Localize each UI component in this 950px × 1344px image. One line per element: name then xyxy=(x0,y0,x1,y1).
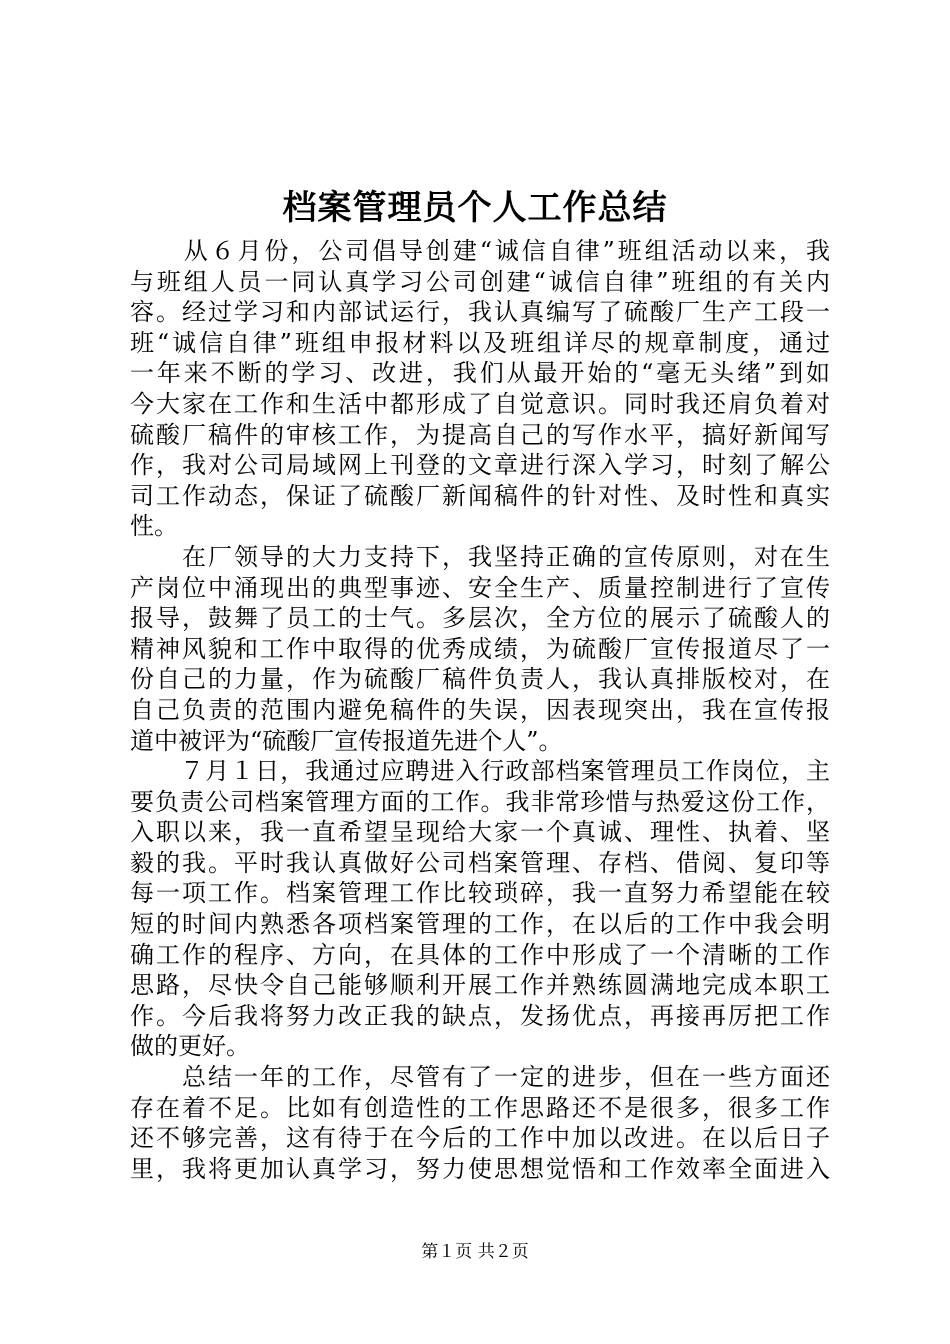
body-text-line: 自己负责的范围内避免稿件的失误，因表现突出，我在宣传报 xyxy=(130,695,830,724)
body-text-line: 存在着不足。比如有创造性的工作思路还不是很多，很多工作 xyxy=(130,1093,830,1122)
body-text-line: 产岗位中涌现出的典型事迹、安全生产、质量控制进行了宣传 xyxy=(130,573,830,602)
body-text-line: 硫酸厂稿件的审核工作，为提高自己的写作水平，搞好新闻写 xyxy=(130,420,830,449)
body-text-line: 做的更好。 xyxy=(130,1032,250,1061)
body-text-line: 精神风貌和工作中取得的优秀成绩，为硫酸厂宣传报道尽了一 xyxy=(130,634,830,663)
body-text-line: 短的时间内熟悉各项档案管理的工作，在以后的工作中我会明 xyxy=(130,910,830,939)
page-footer: 第１页 共２页 xyxy=(421,1242,529,1262)
body-text-line: 要负责公司档案管理方面的工作。我非常珍惜与热爱这份工作， xyxy=(130,787,830,816)
body-text-line: 确工作的程序、方向，在具体的工作中形成了一个清晰的工作 xyxy=(130,940,830,969)
body-text-line: 从６月份，公司倡导创建“诚信自律”班组活动以来，我 xyxy=(130,237,830,265)
body-text-line: 里，我将更加认真学习，努力使思想觉悟和工作效率全面进入 xyxy=(130,1154,830,1183)
document-body xyxy=(130,236,830,1184)
body-text-line: 思路，尽快令自己能够顺利开展工作并熟练圆满地完成本职工 xyxy=(130,971,830,1000)
body-text-line: 报导，鼓舞了员工的士气。多层次，全方位的展示了硫酸人的 xyxy=(130,604,830,633)
body-text-line: 每一项工作。档案管理工作比较琐碎，我一直努力希望能在较 xyxy=(130,879,830,908)
body-text-line: 一年来不断的学习、改进，我们从最开始的“毫无头绪”到如 xyxy=(130,359,830,388)
body-text-line: 入职以来，我一直希望呈现给大家一个真诚、理性、执着、坚 xyxy=(130,818,830,847)
body-text-line: 作，我对公司局域网上刊登的文章进行深入学习，时刻了解公 xyxy=(130,451,830,480)
body-text-line: 道中被评为“硫酸厂宣传报道先进个人”。 xyxy=(130,726,563,755)
body-text-line: 司工作动态，保证了硫酸厂新闻稿件的针对性、及时性和真实 xyxy=(130,481,830,510)
body-text-line: 性。 xyxy=(130,512,178,541)
body-text-line: 班“诚信自律”班组申报材料以及班组详尽的规章制度，通过 xyxy=(130,328,830,357)
body-text-line: 容。经过学习和内部试运行，我认真编写了硫酸厂生产工段一 xyxy=(130,298,830,327)
body-text-line: ７月１日，我通过应聘进入行政部档案管理员工作岗位，主 xyxy=(130,757,830,786)
body-text-line: 今大家在工作和生活中都形成了自觉意识。同时我还肩负着对 xyxy=(130,389,830,418)
body-text-line: 与班组人员一同认真学习公司创建“诚信自律”班组的有关内 xyxy=(130,267,830,296)
body-text-line: 还不够完善，这有待于在今后的工作中加以改进。在以后日子 xyxy=(130,1124,830,1153)
body-text-line: 在厂领导的大力支持下，我坚持正确的宣传原则，对在生 xyxy=(130,542,830,571)
body-text-line: 总结一年的工作，尽管有了一定的进步，但在一些方面还 xyxy=(130,1063,830,1092)
body-text-line: 份自己的力量，作为硫酸厂稿件负责人，我认真排版校对，在 xyxy=(130,665,830,694)
document-title: 档案管理员个人工作总结 xyxy=(282,188,668,228)
body-text-line: 毅的我。平时我认真做好公司档案管理、存档、借阅、复印等 xyxy=(130,848,830,877)
body-text-line: 作。今后我将努力改正我的缺点，发扬优点，再接再厉把工作 xyxy=(130,1001,830,1030)
